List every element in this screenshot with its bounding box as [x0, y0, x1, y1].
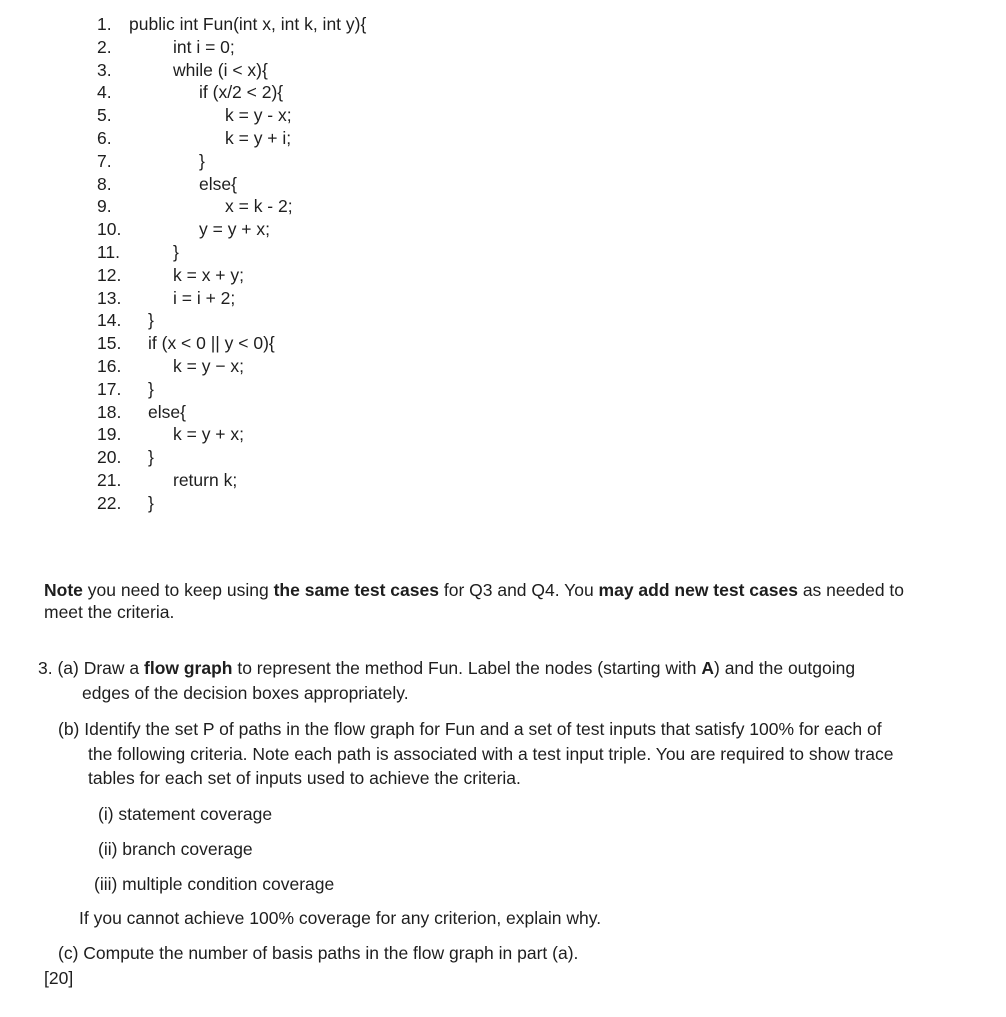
marks: [20]: [44, 968, 74, 988]
code-line-number: 10.: [97, 219, 122, 240]
code-line-number: 6.: [97, 128, 112, 148]
code-line-number: 3.: [97, 59, 112, 80]
note-text-2: for Q3 and Q4. You: [438, 580, 599, 600]
code-line-number: 13.: [97, 287, 122, 308]
code-line-text: while (i < x){: [173, 59, 268, 80]
question-a-flow-graph: flow graph: [144, 658, 233, 678]
note-line-2: meet the criteria.: [44, 602, 175, 622]
code-line-number: 2.: [97, 36, 112, 57]
code-line-number: 14.: [97, 310, 122, 331]
code-line-text: k = y - x;: [225, 105, 292, 126]
question-b-line-2: the following criteria. Note each path is associated with a test input triple. You are required to show trace: [88, 744, 894, 764]
code-line-text: }: [148, 310, 154, 331]
question-b-multiple-condition-coverage: (iii) multiple condition coverage: [94, 874, 335, 894]
note-bold-add-test-cases: may add new test cases: [598, 580, 798, 600]
code-line-number: 1.: [97, 14, 112, 34]
code-line-number: 16.: [97, 356, 122, 376]
code-line-number: 4.: [97, 82, 112, 103]
code-line-number: 9.: [97, 196, 112, 217]
code-line-text: }: [148, 447, 154, 468]
code-line-text: else{: [148, 401, 186, 422]
code-line-text: int i = 0;: [173, 36, 235, 57]
code-line-number: 15.: [97, 333, 122, 354]
question-b-line-1: (b) Identify the set P of paths in the flow graph for Fun and a set of test inputs that satisfy 100% for each of: [58, 719, 882, 739]
note-text-3: as needed to: [797, 580, 905, 600]
code-line-text: }: [199, 150, 205, 171]
code-line-text: return k;: [173, 470, 238, 490]
note-line-1: [44, 579, 904, 602]
code-line-text: if (x/2 < 2){: [199, 82, 284, 103]
code-line-number: 19.: [97, 424, 122, 445]
code-line-text: }: [148, 378, 154, 399]
question-a-line-1: [38, 657, 855, 680]
code-line-number: 21.: [97, 470, 122, 490]
question-b-branch-coverage: (ii) branch coverage: [98, 839, 253, 859]
code-line-number: 20.: [97, 447, 122, 468]
code-line-text: else{: [199, 173, 237, 194]
question-b-coverage-note: If you cannot achieve 100% coverage for any criterion, explain why.: [79, 908, 602, 928]
code-line-text: x = k - 2;: [225, 196, 293, 217]
code-line-text: }: [148, 492, 154, 513]
question-a-line-2: edges of the decision boxes appropriately.: [82, 683, 409, 703]
code-line-text: k = y + i;: [225, 128, 292, 148]
question-a-mid: to represent the method Fun. Label the nodes (starting with: [232, 658, 702, 678]
code-line-text: k = y + x;: [173, 424, 244, 445]
note-text-1: you need to keep using: [82, 580, 274, 600]
question-a-node-a: A: [701, 658, 714, 678]
code-line-text: i = i + 2;: [173, 287, 236, 308]
question-a-prefix: 3. (a) Draw a: [38, 658, 144, 678]
code-line-text: y = y + x;: [199, 219, 270, 240]
code-line-text: }: [173, 242, 179, 262]
code-line-number: 7.: [97, 150, 112, 171]
code-line-text: k = x + y;: [173, 264, 244, 285]
question-b-line-3: tables for each set of inputs used to achieve the criteria.: [88, 768, 521, 788]
code-line-text: public int Fun(int x, int k, int y){: [129, 14, 367, 34]
question-b-statement-coverage: (i) statement coverage: [98, 804, 273, 824]
code-line-text: if (x < 0 || y < 0){: [148, 333, 275, 354]
code-line-number: 18.: [97, 401, 122, 422]
code-line-number: 11.: [97, 242, 121, 262]
question-a-end: ) and the outgoing: [714, 658, 856, 678]
code-line-text: k = y − x;: [173, 356, 244, 376]
code-line-number: 8.: [97, 173, 112, 194]
code-line-number: 12.: [97, 264, 122, 285]
note-bold-same-test-cases: the same test cases: [273, 580, 439, 600]
question-c: (c) Compute the number of basis paths in the flow graph in part (a).: [58, 943, 579, 963]
note-bold-note: Note: [44, 580, 83, 600]
code-line-number: 22.: [97, 492, 122, 513]
code-line-number: 17.: [97, 378, 122, 399]
code-line-number: 5.: [97, 105, 112, 126]
